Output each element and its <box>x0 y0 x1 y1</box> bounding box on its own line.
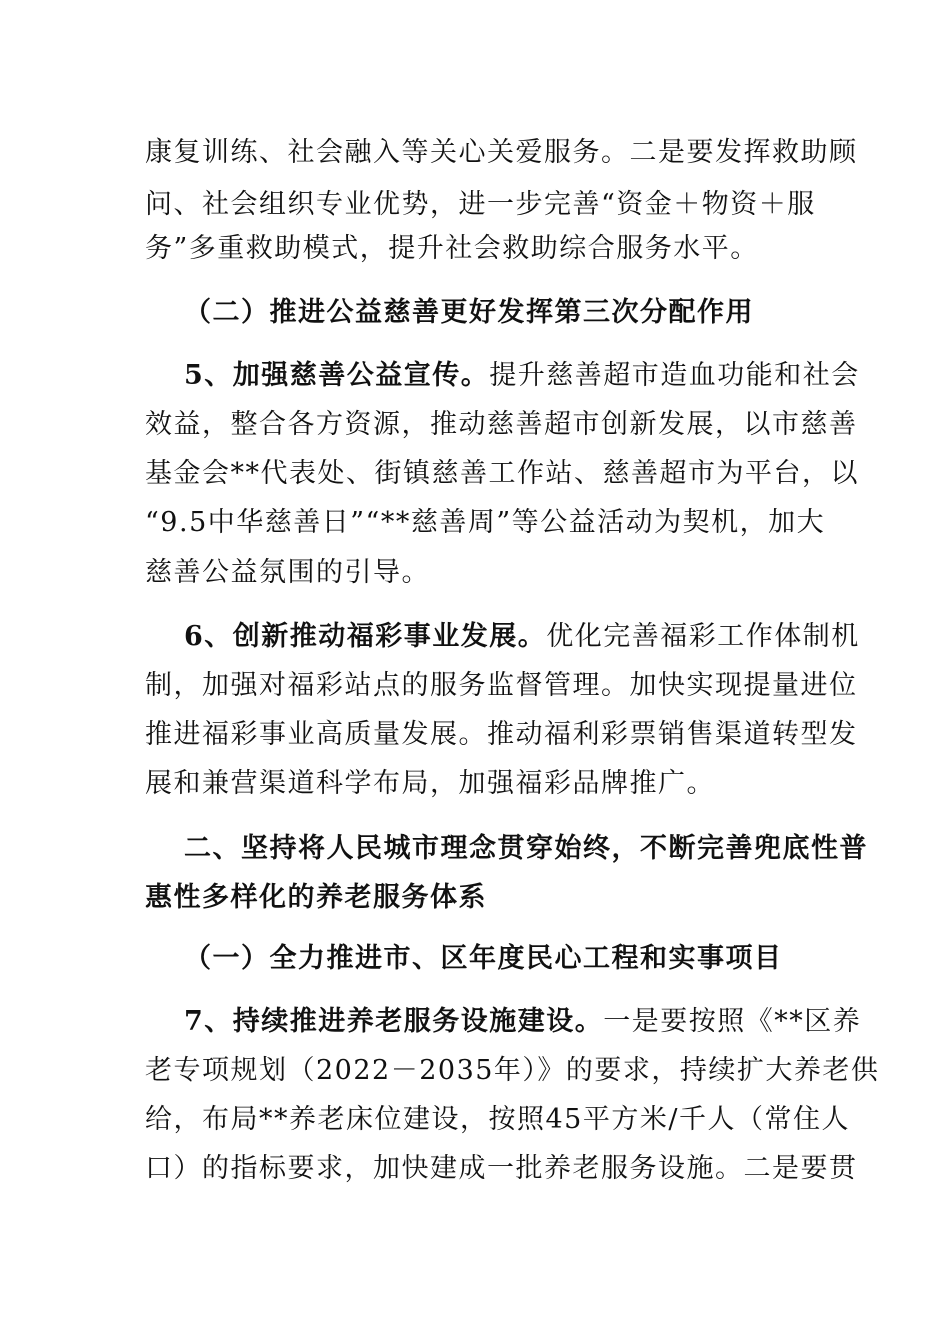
line-text: 优化完善福彩工作体制机 <box>546 621 860 652</box>
line-text: 推进福彩事业高质量发展。推动福利彩票销售渠道转型发 <box>145 719 858 750</box>
line-text: 问、社会组织专业优势，进一步完善“资金＋物资＋服 <box>145 189 816 220</box>
heading-text: 惠性多样化的养老服务体系 <box>145 882 487 913</box>
item-5-line-4 <box>145 500 826 546</box>
item-title: 5、加强慈善公益宣传。 <box>184 360 490 391</box>
item-5-line-1 <box>184 353 860 399</box>
heading-text: 二、坚持将人民城市理念贯穿始终，不断完善兜底性普 <box>184 833 868 864</box>
item-5-line-3 <box>145 451 859 497</box>
item-7-line-3 <box>145 1097 850 1143</box>
item-6-line-1 <box>184 614 860 660</box>
item-5-line-2 <box>145 402 858 448</box>
heading-text: （一）全力推进市、区年度民心工程和实事项目 <box>184 943 783 974</box>
chapter-heading-line-1 <box>184 826 868 872</box>
section-heading-2 <box>184 290 807 336</box>
item-7-line-2 <box>145 1048 880 1094</box>
line-text: 展和兼营渠道科学布局，加强福彩品牌推广。 <box>145 768 715 799</box>
item-5-line-5 <box>145 550 807 596</box>
line-text: 康复训练、社会融入等关心关爱服务。二是要发挥救助顾 <box>145 137 858 168</box>
item-6-line-4 <box>145 761 807 807</box>
item-6-line-2 <box>145 663 858 709</box>
body-line-1 <box>145 130 858 176</box>
item-7-line-4 <box>145 1146 858 1192</box>
item-7-line-1 <box>184 999 862 1045</box>
chapter-heading-line-2 <box>145 875 807 921</box>
heading-text: （二）推进公益慈善更好发挥第三次分配作用 <box>184 297 754 328</box>
item-6-line-3 <box>145 712 858 758</box>
section-heading-1 <box>184 936 807 982</box>
item-title: 6、创新推动福彩事业发展。 <box>184 621 547 652</box>
line-text: “9.5中华慈善日”“**慈善周”等公益活动为契机，加大 <box>145 507 826 538</box>
line-text: 一是要按照《**区养 <box>603 1006 862 1037</box>
line-text: 制，加强对福彩站点的服务监督管理。加快实现提量进位 <box>145 670 858 701</box>
body-line-2 <box>145 182 816 228</box>
line-text: 老专项规划（2022－2035年）》的要求，持续扩大养老供 <box>145 1055 880 1086</box>
line-text: 效益，整合各方资源，推动慈善超市创新发展，以市慈善 <box>145 409 858 440</box>
line-text: 口）的指标要求，加快建成一批养老服务设施。二是要贯 <box>145 1153 858 1184</box>
line-text: 给，布局**养老床位建设，按照45平方米/千人（常住人 <box>145 1104 850 1135</box>
line-text: 提升慈善超市造血功能和社会 <box>489 360 860 391</box>
line-text: 基金会**代表处、街镇慈善工作站、慈善超市为平台，以 <box>145 458 859 489</box>
item-title: 7、持续推进养老服务设施建设。 <box>184 1006 604 1037</box>
line-text: 慈善公益氛围的引导。 <box>145 557 430 588</box>
line-text: 务”多重救助模式，提升社会救助综合服务水平。 <box>145 233 759 264</box>
body-line-3 <box>145 226 807 272</box>
